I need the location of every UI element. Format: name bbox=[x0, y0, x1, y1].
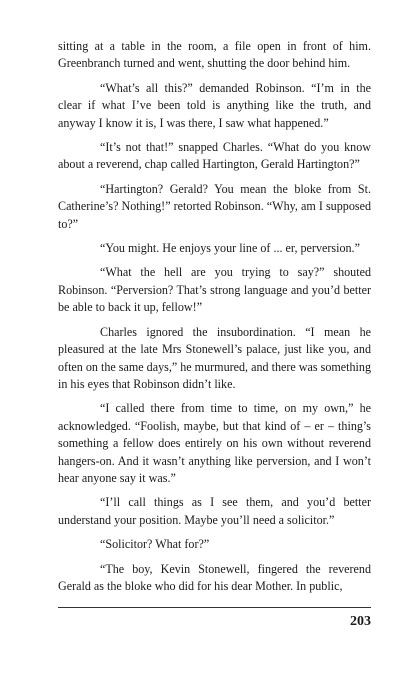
paragraph-2: “What’s all this?” demanded Robinson. “I’m in the clear if what I’ve been told is anything like the truth, and anyway I know it is, I was there, I saw what happened.” bbox=[58, 80, 371, 130]
paragraph-6: “What the hell are you trying to say?” shouted Robinson. “Perversion? That’s strong language and you’d better be able to back it up, fellow!” bbox=[58, 265, 371, 315]
body-text bbox=[58, 38, 371, 602]
paragraph-8: “I called there from time to time, on my own,” he acknowledged. “Foolish, maybe, but that kind of – er – thing’s something a fellow does entirely on his own without reverend hangers-on. And it wasn’t anything like perversion, and I won’t hear anyone say it was.” bbox=[58, 401, 371, 485]
paragraph-5: “You might. He enjoys your line of ... er, perversion.” bbox=[100, 241, 360, 256]
paragraph-7: Charles ignored the insubordination. “I mean he pleasured at the late Mrs Stonewell’s palace, just like you, and often on the same days,” he murmured, and there was something in his eyes that Robinson didn’t like. bbox=[58, 324, 372, 391]
page-number: 203 bbox=[350, 614, 371, 629]
paragraph-11: “The boy, Kevin Stonewell, fingered the reverend Gerald as the bloke who did for his dear Mother. In public, bbox=[58, 561, 371, 593]
paragraph-10: “Solicitor? What for?” bbox=[100, 537, 210, 552]
footer-rule bbox=[58, 607, 371, 608]
paragraph-3: “It’s not that!” snapped Charles. “What do you know about a reverend, chap called Hartington, Gerald Hartington?” bbox=[58, 140, 371, 172]
paragraph-1: sitting at a table in the room, a file open in front of him. Greenbranch turned and went, shutting the door behind him. bbox=[58, 39, 371, 71]
paragraph-4: “Hartington? Gerald? You mean the bloke from St. Catherine’s? Nothing!” retorted Robinson. “Why, am I supposed to?” bbox=[58, 181, 371, 231]
paragraph-9: “I’ll call things as I see them, and you’d better understand your position. Maybe you’ll need a solicitor.” bbox=[58, 495, 371, 527]
